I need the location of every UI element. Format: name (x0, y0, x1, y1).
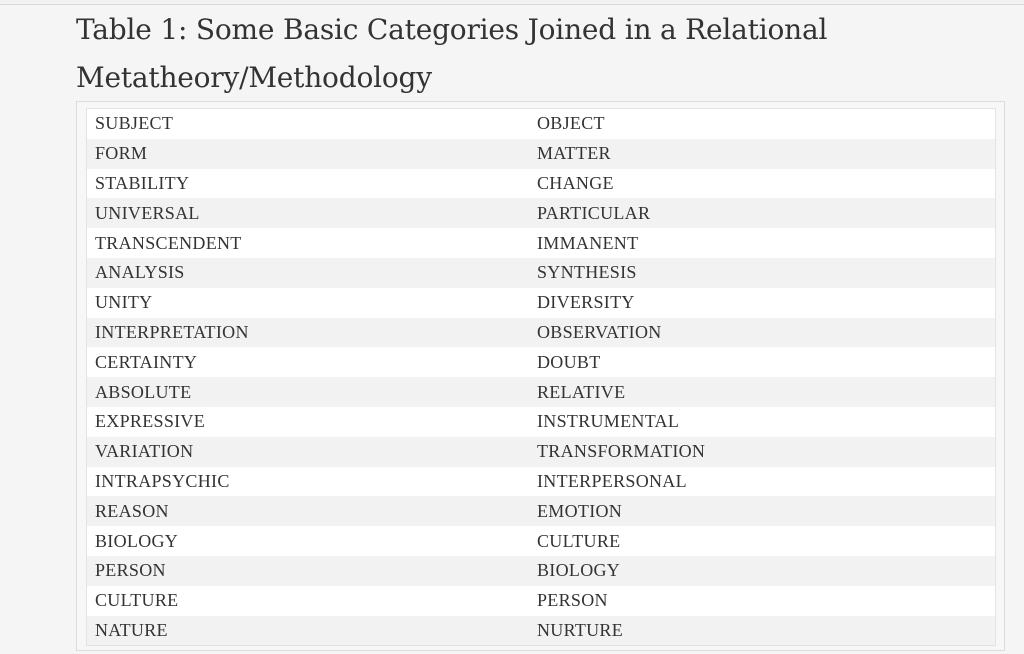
table-cell-right: CULTURE (537, 530, 621, 551)
table-row (87, 169, 995, 199)
table-row (87, 288, 995, 318)
table-cell-left: INTERPRETATION (95, 321, 249, 342)
table-cell-left: PERSON (95, 560, 166, 581)
table-row (87, 109, 995, 139)
table-cell-right: INSTRUMENTAL (537, 411, 680, 432)
table-cell-left: SUBJECT (95, 113, 174, 134)
table-cell-left: VARIATION (95, 441, 194, 462)
table-body (87, 109, 995, 645)
table-cell-right: PERSON (537, 590, 608, 611)
table-cell-left: FORM (95, 143, 148, 164)
table-row (87, 556, 995, 586)
table-row (87, 228, 995, 258)
table-cell-left: CULTURE (95, 590, 179, 611)
table-cell-right: PARTICULAR (537, 202, 651, 223)
table-row (87, 526, 995, 556)
table-cell-left: NATURE (95, 619, 168, 640)
table-cell-left: BIOLOGY (95, 530, 179, 551)
table-row (87, 258, 995, 288)
table-cell-right: NURTURE (537, 619, 624, 640)
table-row (87, 198, 995, 228)
table-cell-left: ANALYSIS (95, 262, 185, 283)
table-row (87, 437, 995, 467)
table-cell-left: REASON (95, 500, 169, 521)
categories-table (87, 109, 995, 645)
table-cell-right: IMMANENT (537, 232, 639, 253)
table-cell-right: RELATIVE (537, 381, 626, 402)
table-cell-right: CHANGE (537, 172, 614, 193)
table-row (87, 616, 995, 646)
table-row (87, 467, 995, 497)
table-caption: Table 1: Some Basic Categories Joined in a Relational Metatheory/Methodology (76, 13, 828, 94)
table-cell-right: DOUBT (537, 351, 601, 372)
table-cell-left: UNITY (95, 292, 153, 313)
table-cell-left: INTRAPSYCHIC (95, 470, 230, 491)
top-divider (0, 0, 1024, 5)
table-cell-right: MATTER (537, 143, 611, 164)
table-cell-right: BIOLOGY (537, 560, 621, 581)
table-row (87, 318, 995, 348)
table-cell-right: TRANSFORMATION (537, 441, 706, 462)
table-row (87, 586, 995, 616)
table-cell-left: EXPRESSIVE (95, 411, 206, 432)
table-cell-right: OBJECT (537, 113, 605, 134)
table-cell-left: CERTAINTY (95, 351, 198, 372)
table-cell-left: TRANSCENDENT (95, 232, 242, 253)
table-row (87, 407, 995, 437)
table-row (87, 496, 995, 526)
table-row (87, 347, 995, 377)
table-cell-right: EMOTION (537, 500, 623, 521)
table-cell-left: ABSOLUTE (95, 381, 192, 402)
table-row (87, 377, 995, 407)
table-cell-right: OBSERVATION (537, 321, 662, 342)
table-container (76, 101, 1005, 651)
table-wrapper (86, 108, 996, 646)
table-cell-left: UNIVERSAL (95, 202, 200, 223)
table-cell-right: SYNTHESIS (537, 262, 637, 283)
table-cell-right: DIVERSITY (537, 292, 635, 313)
table-row (87, 139, 995, 169)
table-cell-left: STABILITY (95, 172, 190, 193)
table-cell-right: INTERPERSONAL (537, 470, 687, 491)
